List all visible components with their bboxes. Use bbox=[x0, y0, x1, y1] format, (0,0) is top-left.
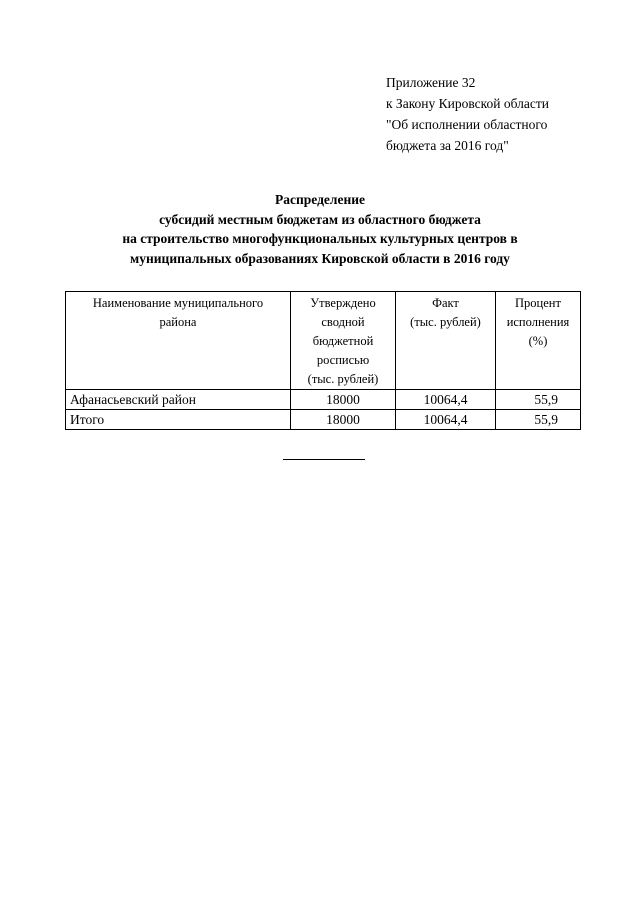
cell-percent: 55,9 bbox=[496, 410, 581, 430]
header-fact-line: Факт bbox=[432, 296, 459, 310]
header-approved-line: (тыс. рублей) bbox=[307, 372, 379, 386]
title-line: Распределение bbox=[274, 192, 366, 207]
header-percent-line: исполнения bbox=[506, 315, 570, 329]
table-row-total bbox=[66, 410, 581, 430]
cell-approved: 18000 bbox=[291, 410, 396, 430]
cell-fact: 10064,4 bbox=[396, 390, 496, 410]
cell-name: Афанасьевский район bbox=[66, 390, 291, 410]
cell-name: Итого bbox=[66, 410, 291, 430]
appendix-line: к Закону Кировской области bbox=[386, 96, 550, 111]
header-approved-line: Утверждено bbox=[310, 296, 376, 310]
header-name-line: Наименование муниципального bbox=[92, 296, 264, 310]
header-percent-line: (%) bbox=[528, 334, 548, 348]
header-fact-line: (тыс. рублей) bbox=[410, 315, 481, 329]
end-divider-line bbox=[283, 459, 365, 460]
header-percent bbox=[496, 292, 581, 390]
cell-fact: 10064,4 bbox=[396, 410, 496, 430]
header-approved-line: сводной bbox=[321, 315, 365, 329]
appendix-line: "Об исполнении областного bbox=[386, 117, 548, 132]
distribution-table bbox=[65, 291, 581, 430]
title-line: на строительство многофункциональных культурных центров в bbox=[122, 231, 518, 246]
header-name bbox=[66, 292, 291, 390]
document-title bbox=[60, 190, 580, 268]
header-name-line: района bbox=[159, 315, 197, 329]
title-line: муниципальных образованиях Кировской области в 2016 году bbox=[130, 250, 510, 266]
appendix-line: Приложение 32 bbox=[386, 75, 476, 90]
header-percent-line: Процент bbox=[515, 296, 561, 310]
header-fact bbox=[396, 292, 496, 390]
appendix-line: бюджета за 2016 год" bbox=[386, 138, 509, 153]
table-header-row bbox=[66, 292, 581, 390]
title-line: субсидий местным бюджетам из областного бюджета bbox=[159, 211, 481, 227]
table-row bbox=[66, 390, 581, 410]
header-approved-line: бюджетной bbox=[312, 334, 374, 348]
header-approved-line: росписью bbox=[316, 353, 370, 367]
header-approved bbox=[291, 292, 396, 390]
cell-approved: 18000 bbox=[291, 390, 396, 410]
appendix-block bbox=[386, 72, 626, 156]
cell-percent: 55,9 bbox=[496, 390, 581, 410]
